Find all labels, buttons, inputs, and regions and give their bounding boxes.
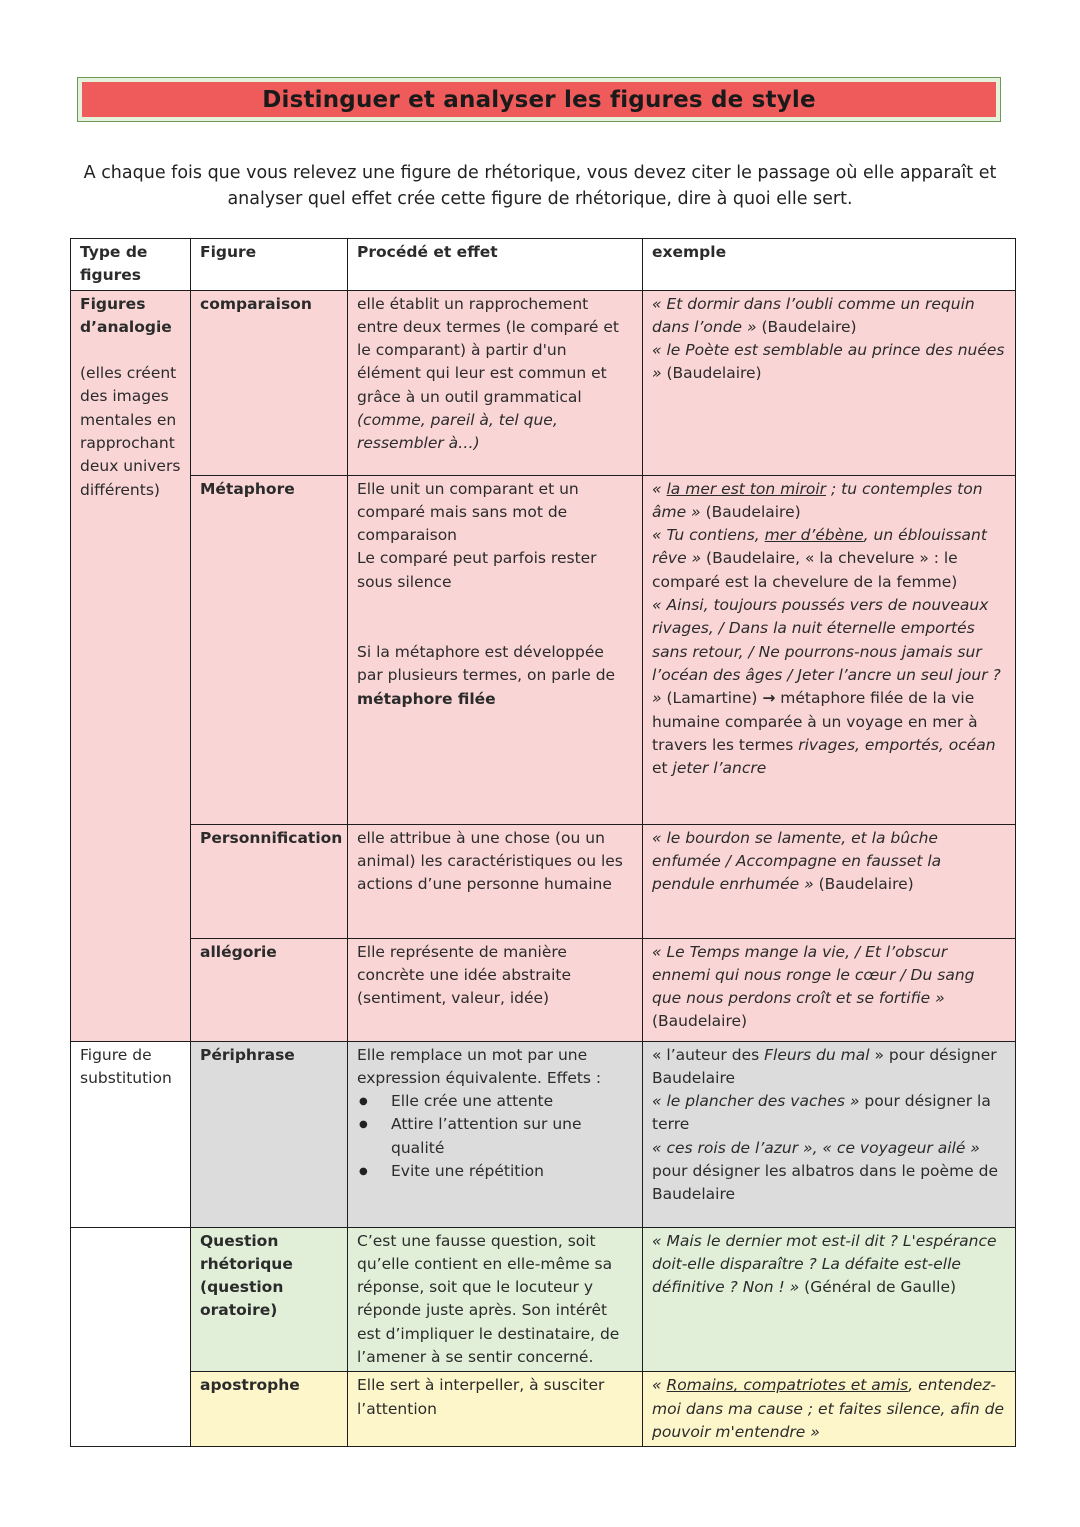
example-underline: Romains, compatriotes et amis <box>666 1376 909 1395</box>
example-quote-rest: ; tu contemples ton âme » <box>652 479 983 521</box>
example-quote-open: « Tu contiens, <box>652 526 765 545</box>
table-row-metaphore <box>71 475 1016 824</box>
title-banner <box>82 82 996 117</box>
example-source: (Lamartine) <box>661 689 763 708</box>
example-quote: « le plancher des vaches » <box>652 1092 860 1111</box>
example-and: et <box>652 759 673 778</box>
table-row-allegorie <box>71 938 1016 1041</box>
procede-metaphore-1: Elle unit un comparant et un comparé mais sans mot de comparaison <box>357 479 579 545</box>
example-quote: « ces rois de l’azur », « ce voyageur ailé » <box>652 1138 980 1157</box>
header-procede: Procédé et effet <box>348 239 643 291</box>
procede-periphrase-text: Elle remplace un mot par une expression équivalente. Effets : <box>357 1045 602 1087</box>
exemple-periphrase <box>643 1041 1016 1227</box>
example-quote: « Le Temps mange la vie, / Et l’obscur ennemi qui nous ronge le cœur / Du sang que nous perdons croît et se fortifie » <box>652 942 975 1008</box>
figure-periphrase: Périphrase <box>191 1041 348 1227</box>
exemple-apostrophe <box>643 1372 1016 1447</box>
example-quote: « le Poète est semblable au prince des nuées » <box>652 341 1005 383</box>
example-text: pour désigner la terre <box>652 1092 991 1134</box>
procede-question: C’est une fausse question, soit qu’elle contient en elle-même sa réponse, soit que le locuteur y réponde juste après. Son intérêt est d’impliquer le destinataire, de l’amener à se sentir concerné. <box>348 1227 643 1372</box>
procede-metaphore-2: Le comparé peut parfois rester sous silence <box>357 549 597 591</box>
header-figure: Figure <box>191 239 348 291</box>
table-row-apostrophe <box>71 1372 1016 1447</box>
example-text: » pour désigner Baudelaire <box>652 1045 997 1087</box>
example-terms-last: jeter l’ancre <box>672 759 767 778</box>
list-item: ● Evite une répétition <box>381 1160 633 1183</box>
example-quote: « Ainsi, toujours poussés vers de nouveaux rivages, / Dans la nuit éternelle emportés sans retour, / Ne pourrons-nous jamais sur l’océan des âges / Jeter l’ancre un seul jour ? » <box>652 596 1001 708</box>
example-source: (Baudelaire) <box>652 1012 748 1031</box>
table-row-personnification <box>71 824 1016 938</box>
example-quote: « Mais le dernier mot est-il dit ? L'espérance doit-elle disparaître ? La défaite est-elle définitive ? Non ! » <box>652 1231 997 1297</box>
example-quote-open: « <box>652 1376 667 1395</box>
example-underline: mer d’ébène <box>764 526 864 545</box>
header-exemple: exemple <box>643 239 1016 291</box>
procede-personnification: elle attribue à une chose (ou un animal) les caractéristiques ou les actions d’une personne humaine <box>348 824 643 938</box>
procede-comparaison <box>348 290 643 475</box>
exemple-allegorie <box>643 938 1016 1041</box>
table-row-question <box>71 1227 1016 1372</box>
figure-personnification: Personnification <box>191 824 348 938</box>
effets-list <box>357 1090 633 1183</box>
table-header-row <box>71 239 1016 291</box>
example-quote-rest: , un éblouissant rêve » <box>652 526 987 568</box>
procede-comparaison-text: elle établit un rapprochement entre deux termes (le comparé et le comparant) à partir d'un élément qui leur est commun et grâce à un outil grammatical <box>357 294 619 406</box>
example-quote: « Et dormir dans l’oubli comme un requin dans l’onde » <box>652 294 975 336</box>
example-quote-open: « <box>652 479 667 498</box>
group-substitution: Figure de substitution <box>71 1041 191 1227</box>
procede-metaphore <box>348 475 643 824</box>
exemple-metaphore <box>643 475 1016 824</box>
exemple-question <box>643 1227 1016 1372</box>
figure-metaphore: Métaphore <box>191 475 348 824</box>
procede-periphrase <box>348 1041 643 1227</box>
group-analogie <box>71 290 191 1041</box>
exemple-personnification <box>643 824 1016 938</box>
title-frame <box>77 77 1001 122</box>
example-title: Fleurs du mal <box>764 1045 870 1064</box>
procede-metaphore-3: Si la métaphore est développée par plusieurs termes, on parle de <box>357 643 616 685</box>
procede-comparaison-tools: (comme, pareil à, tel que, ressembler à…) <box>357 411 558 453</box>
example-terms: rivages, emportés, océan <box>798 735 996 754</box>
example-source: (Baudelaire) <box>756 317 857 336</box>
figure-allegorie: allégorie <box>191 938 348 1041</box>
group-analogie-note: (elles créent des images mentales en rapprochant deux univers différents) <box>80 364 181 499</box>
example-source: (Baudelaire, « la chevelure » : le comparé est la chevelure de la femme) <box>652 549 958 591</box>
figure-comparaison: comparaison <box>191 290 348 475</box>
intro-paragraph: A chaque fois que vous relevez une figure de rhétorique, vous devez citer le passage où elle apparaît et analyser quel effet crée cette figure de rhétorique, dire à quoi elle sert. <box>83 163 997 209</box>
arrow-icon: → <box>762 689 776 708</box>
figure-question: Question rhétorique (question oratoire) <box>191 1227 348 1372</box>
example-source: (Général de Gaulle) <box>799 1278 957 1297</box>
exemple-comparaison <box>643 290 1016 475</box>
list-item: ● Attire l’attention sur une qualité <box>381 1113 633 1160</box>
page-title: Distinguer et analyser les figures de style <box>262 86 816 113</box>
example-quote: « le bourdon se lamente, et la bûche enfumée / Accompagne en fausset la pendule enrhumée » <box>652 828 942 894</box>
procede-allegorie: Elle représente de manière concrète une idée abstraite (sentiment, valeur, idée) <box>348 938 643 1041</box>
example-source: (Baudelaire) <box>661 364 762 383</box>
table-row-periphrase <box>71 1041 1016 1227</box>
procede-metaphore-filee: métaphore filée <box>357 689 496 708</box>
list-item: ● Elle crée une attente <box>381 1090 633 1113</box>
example-text: « l’auteur des <box>652 1045 765 1064</box>
header-type: Type de figures <box>71 239 191 291</box>
group-empty <box>71 1227 191 1447</box>
example-source: (Baudelaire) <box>813 875 914 894</box>
group-analogie-title: Figures d’analogie <box>80 294 172 336</box>
example-note: métaphore filée de la vie humaine comparée à un voyage en mer à travers les termes <box>652 689 978 754</box>
example-text: pour désigner les albatros dans le poème de Baudelaire <box>652 1162 999 1204</box>
figures-table <box>70 238 1016 1447</box>
table-row-comparaison <box>71 290 1016 475</box>
example-quote-rest: , entendez-moi dans ma cause ; et faites silence, afin de pouvoir m'entendre » <box>652 1376 1005 1441</box>
example-source: (Baudelaire) <box>700 502 801 521</box>
example-underline: la mer est ton miroir <box>666 479 827 498</box>
procede-apostrophe: Elle sert à interpeller, à susciter l’attention <box>348 1372 643 1447</box>
figure-apostrophe: apostrophe <box>191 1372 348 1447</box>
